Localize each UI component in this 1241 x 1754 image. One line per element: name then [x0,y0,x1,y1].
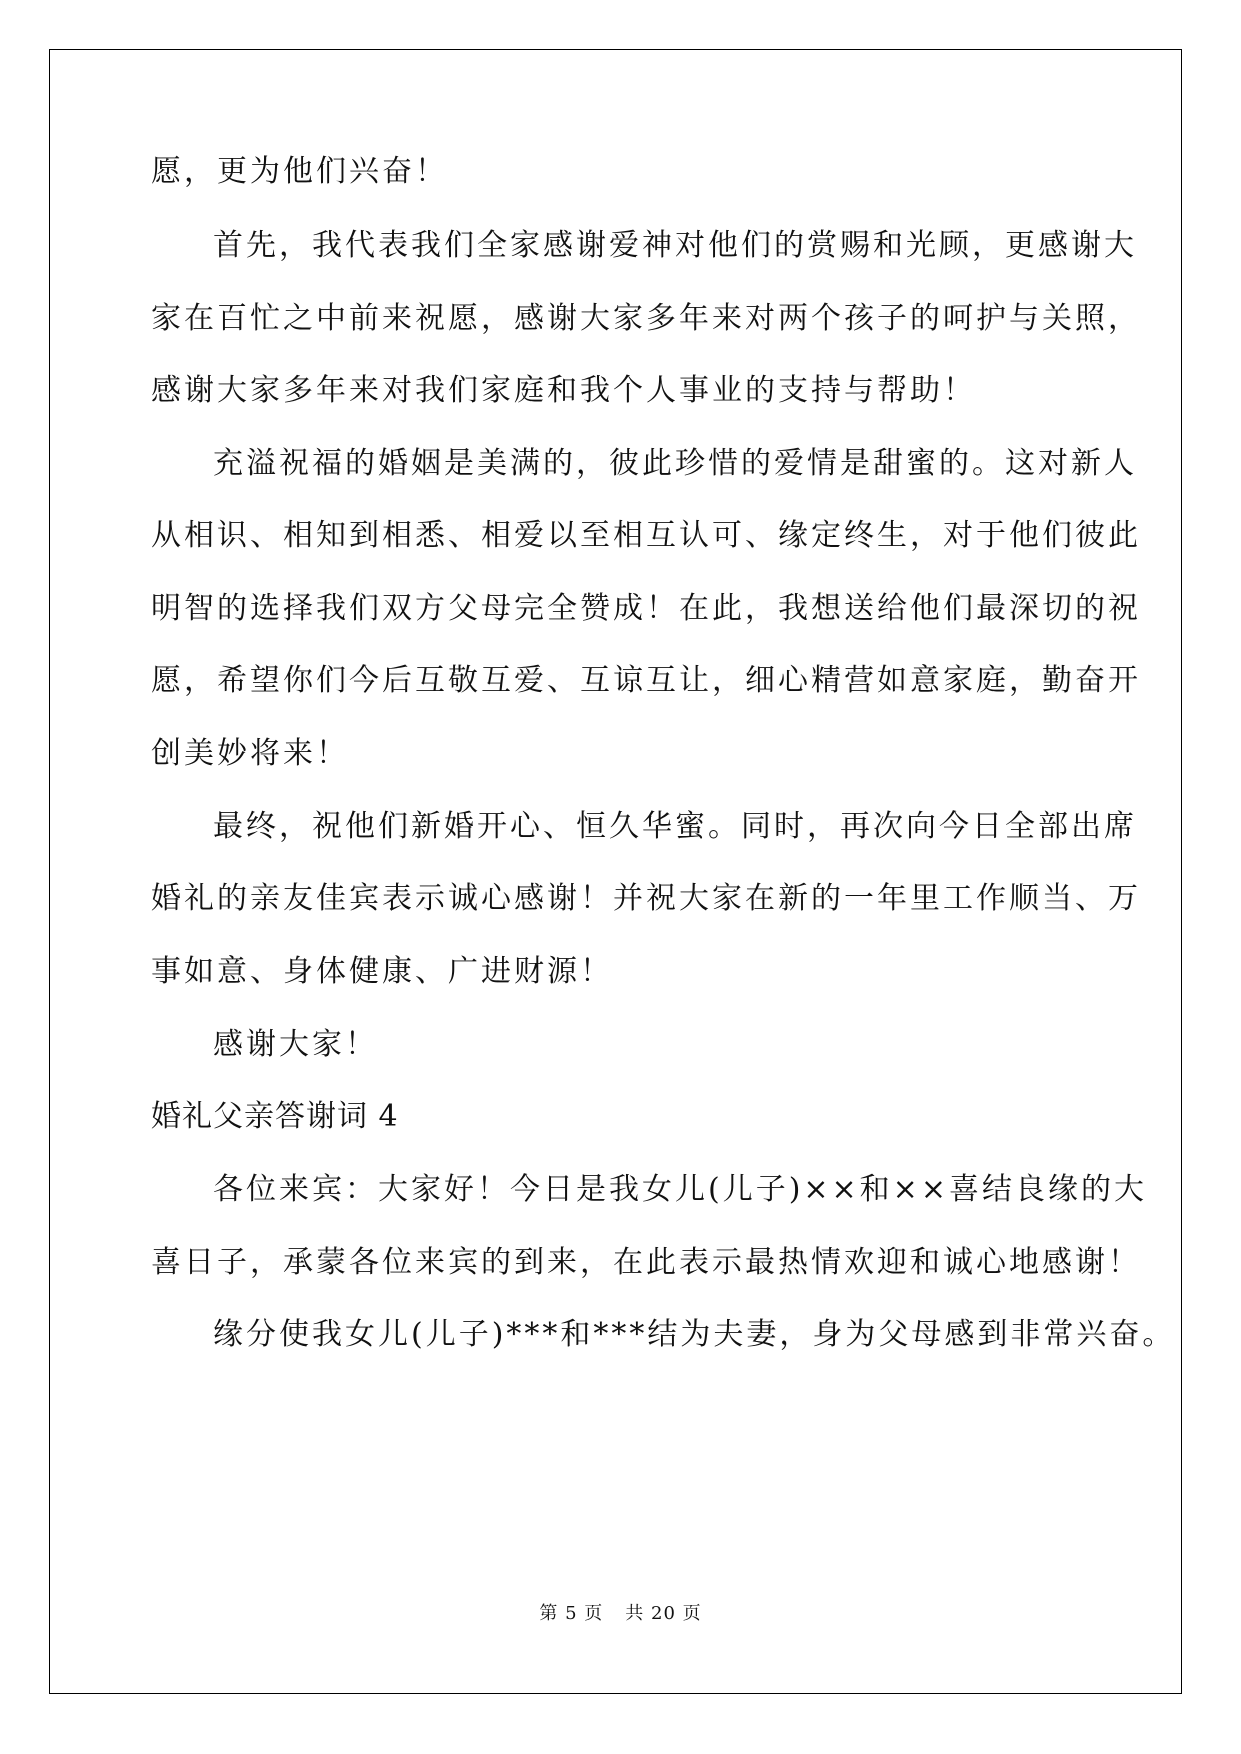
text-line: 创美妙将来！ [151,736,349,771]
page-border [49,49,1182,1694]
page-number: 第 5 页 [539,1603,604,1624]
paragraph-first-line: 充溢祝福的婚姻是美满的，彼此珍惜的爱情是甜蜜的。这对新人 [213,446,1137,481]
paragraph-first-line: 首先，我代表我们全家感谢爱神对他们的赏赐和光顾，更感谢大 [213,228,1137,263]
text-line: 婚礼的亲友佳宾表示诚心感谢！并祝大家在新的一年里工作顺当、万 [151,881,1141,916]
paragraph-first-line: 最终，祝他们新婚开心、恒久华蜜。同时，再次向今日全部出席 [213,809,1137,844]
text-line: 感谢大家多年来对我们家庭和我个人事业的支持与帮助！ [151,373,976,408]
text-line: 明智的选择我们双方父母完全赞成！在此，我想送给他们最深切的祝 [151,591,1141,626]
text-line: 家在百忙之中前来祝愿，感谢大家多年来对两个孩子的呵护与关照， [151,301,1141,336]
text-line: 事如意、身体健康、广进财源！ [151,954,613,989]
paragraph-first-line: 缘分使我女儿(儿子)***和***结为夫妻，身为父母感到非常兴奋。 [213,1317,1176,1352]
text-line: 从相识、相知到相悉、相爱以至相互认可、缘定终生，对于他们彼此 [151,518,1141,553]
paragraph-first-line: 各位来宾：大家好！今日是我女儿(儿子)××和××喜结良缘的大 [213,1172,1147,1207]
page-total: 共 20 页 [625,1603,702,1624]
page-footer [0,1602,1241,1626]
text-line: 喜日子，承蒙各位来宾的到来，在此表示最热情欢迎和诚心地感谢！ [151,1245,1141,1280]
text-line: 愿，更为他们兴奋！ [151,154,448,189]
text-line: 愿，希望你们今后互敬互爱、互谅互让，细心精营如意家庭，勤奋开 [151,663,1141,698]
section-heading: 婚礼父亲答谢词 4 [151,1099,399,1134]
paragraph-first-line: 感谢大家！ [213,1027,378,1062]
